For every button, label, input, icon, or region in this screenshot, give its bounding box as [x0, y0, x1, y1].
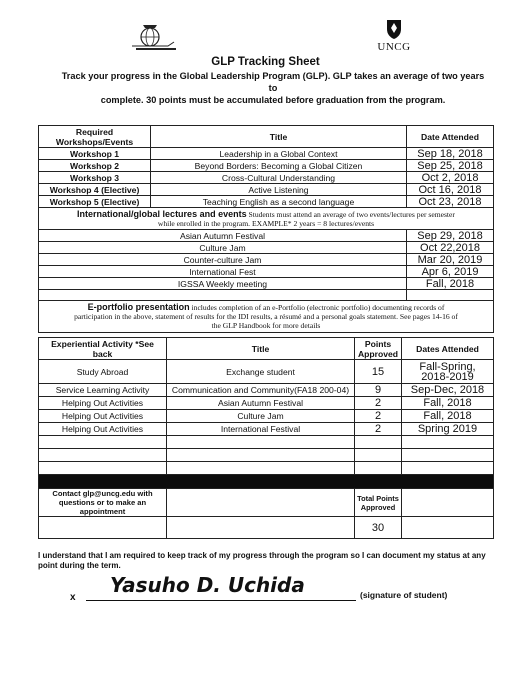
workshop-label: Workshop 4 (Elective): [39, 184, 151, 196]
lectures-heading: International/global lectures and events: [77, 208, 247, 219]
col-experiential-activity: Experiential Activity *See back: [39, 338, 167, 360]
total-points-label: Total Points Approved: [355, 489, 402, 517]
experiential-row-empty: [39, 462, 494, 475]
activity-type: Helping Out Activities: [39, 423, 167, 436]
student-signature: [106, 568, 346, 600]
redacted-bar: [39, 475, 494, 489]
eportfolio-desc-3: the GLP Handbook for more details: [211, 321, 321, 330]
lecture-row: [39, 278, 494, 290]
contact-row: [39, 489, 494, 517]
experiential-row: [39, 360, 494, 384]
col-date-attended: Date Attended: [407, 126, 494, 148]
workshop-label: Workshop 5 (Elective): [39, 196, 151, 208]
col-dates-attended: Dates Attended: [402, 338, 494, 360]
lecture-title: Culture Jam: [39, 242, 407, 254]
signature-line: [86, 600, 356, 601]
workshop-label: Workshop 1: [39, 148, 151, 160]
experiential-row: [39, 423, 494, 436]
col-points-approved: Points Approved: [355, 338, 402, 360]
lecture-date: Fall, 2018: [407, 278, 494, 290]
workshop-title: Beyond Borders: Becoming a Global Citizen: [151, 160, 407, 172]
col-title: Title: [151, 126, 407, 148]
workshops-table: [38, 125, 494, 333]
workshop-date: Sep 18, 2018: [407, 148, 494, 160]
signature-label: (signature of student): [360, 590, 448, 600]
activity-points: 2: [355, 423, 402, 436]
activity-points: 2: [355, 410, 402, 423]
lectures-desc: Students must attend an average of two events/lectures per semester: [248, 209, 455, 219]
workshop-date: Sep 25, 2018: [407, 160, 494, 172]
lecture-title: IGSSA Weekly meeting: [39, 278, 407, 290]
activity-points: 2: [355, 397, 402, 410]
workshop-row: [39, 148, 494, 160]
activity-points: 15: [355, 360, 402, 384]
workshop-date: Oct 16, 2018: [407, 184, 494, 196]
certification-text: I understand that I am required to keep track of my progress through the program so I can document my status at any point during the term.: [38, 551, 486, 570]
activity-dates: Spring 2019: [402, 423, 494, 436]
activity-title: Culture Jam: [167, 410, 355, 423]
lecture-date: Sep 29, 2018: [407, 230, 494, 242]
experiential-row-empty: [39, 449, 494, 462]
contact-info: Contact glp@uncg.edu with questions or to make an appointment: [39, 489, 167, 517]
activity-type: Helping Out Activities: [39, 410, 167, 423]
intro-line-1: Track your progress in the Global Leadership Program (GLP). GLP takes an average of two years to: [61, 71, 485, 93]
signature-text: Yasuho D. Uchida: [110, 573, 305, 597]
intro-text: [58, 70, 488, 106]
intro-line-2: complete. 30 points must be accumulated before graduation from the program.: [100, 95, 446, 105]
activity-dates: Sep-Dec, 2018: [402, 384, 494, 397]
workshop-title: Cross-Cultural Understanding: [151, 172, 407, 184]
experiential-table: [38, 337, 494, 539]
activity-type: Study Abroad: [39, 360, 167, 384]
activity-title: Asian Autumn Festival: [167, 397, 355, 410]
uncg-logo-text: UNCG: [377, 41, 411, 53]
lecture-row: [39, 230, 494, 242]
eportfolio-desc-1: includes completion of an e-Portfolio (electronic portfolio) documenting records of: [191, 303, 445, 312]
workshop-date: Oct 23, 2018: [407, 196, 494, 208]
experiential-row: [39, 397, 494, 410]
lecture-row: [39, 242, 494, 254]
activity-title: Exchange student: [167, 360, 355, 384]
activity-dates: Fall-Spring, 2018-2019: [402, 360, 494, 384]
lectures-section-header: [39, 208, 494, 230]
workshop-title: Active Listening: [151, 184, 407, 196]
lecture-date: Apr 6, 2019: [407, 266, 494, 278]
experiential-row: [39, 410, 494, 423]
workshop-row: [39, 172, 494, 184]
activity-title: Communication and Community(FA18 200-04): [167, 384, 355, 397]
lecture-title: Asian Autumn Festival: [39, 230, 407, 242]
activity-points: 9: [355, 384, 402, 397]
workshop-label: Workshop 2: [39, 160, 151, 172]
eportfolio-heading: E-portfolio presentation: [87, 302, 190, 312]
experiential-row-empty: [39, 436, 494, 449]
uncg-logo: [371, 18, 417, 58]
eportfolio-section: [39, 301, 494, 333]
activity-type: Service Learning Activity: [39, 384, 167, 397]
globe-logo: [128, 24, 186, 54]
crest-icon: [385, 18, 403, 40]
col-experiential-title: Title: [167, 338, 355, 360]
lecture-title: International Fest: [39, 266, 407, 278]
activity-type: Helping Out Activities: [39, 397, 167, 410]
eportfolio-desc-2: participation in the above, statement of results for the IDI results, a résumé and a personal goals statement. See pages 14-16 of: [74, 312, 458, 321]
workshop-row: [39, 160, 494, 172]
total-points-value: 30: [355, 517, 402, 539]
lecture-date: Oct 22,2018: [407, 242, 494, 254]
lectures-desc-2: while enrolled in the program. EXAMPLE* 2 years = 8 lectures/events: [157, 218, 375, 228]
activity-dates: Fall, 2018: [402, 410, 494, 423]
activity-dates: Fall, 2018: [402, 397, 494, 410]
workshop-label: Workshop 3: [39, 172, 151, 184]
lecture-row: [39, 266, 494, 278]
lecture-row: [39, 254, 494, 266]
workshop-title: Teaching English as a second language: [151, 196, 407, 208]
lecture-row-empty: [39, 290, 494, 301]
workshop-date: Oct 2, 2018: [407, 172, 494, 184]
experiential-row: [39, 384, 494, 397]
workshop-title: Leadership in a Global Context: [151, 148, 407, 160]
lecture-date: Mar 20, 2019: [407, 254, 494, 266]
total-row: [39, 517, 494, 539]
workshop-row: [39, 184, 494, 196]
page-title: GLP Tracking Sheet: [211, 56, 320, 68]
workshop-row: [39, 196, 494, 208]
signature-x-mark: x: [70, 592, 76, 603]
col-required: Required Workshops/Events: [39, 126, 151, 148]
lecture-title: Counter-culture Jam: [39, 254, 407, 266]
activity-title: International Festival: [167, 423, 355, 436]
